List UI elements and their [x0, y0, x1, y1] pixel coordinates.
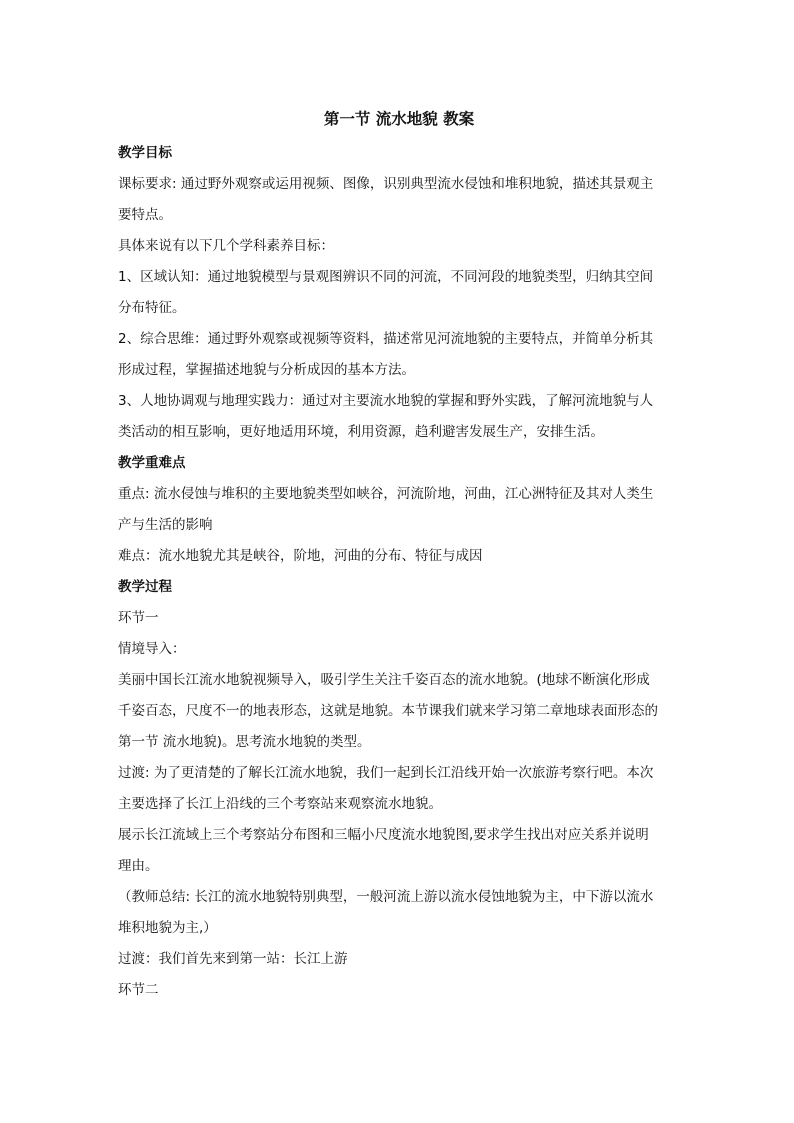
text-line: 第一节 流水地貌)。思考流水地貌的类型。: [118, 734, 371, 750]
text-line: 难点：流水地貌尤其是峡谷，阶地，河曲的分布、特征与成因: [118, 548, 483, 564]
text-line: 类活动的相互影响，更好地适用环境，利用资源，趋利避害发展生产，安排生活。: [118, 424, 604, 440]
text-line: 美丽中国长江流水地貌视频导入，吸引学生关注千姿百态的流水地貌。(地球不断演化形成: [118, 672, 650, 688]
text-line: 堆积地貌为主,）: [118, 920, 217, 936]
document-page: [118, 104, 678, 1006]
text-line: （教师总结: 长江的流水地貌特别典型，一般河流上游以流水侵蚀地貌为主，中下游以流水: [118, 889, 654, 905]
text-line: 过渡: 为了更清楚的了解长江流水地貌，我们一起到长江沿线开始一次旅游考察行吧。本次: [118, 765, 654, 781]
text-line: 过渡：我们首先来到第一站：长江上游: [118, 951, 348, 967]
text-line: 情境导入：: [118, 641, 186, 657]
text-line: 要特点。: [118, 207, 172, 223]
text-line: 2、综合思维：通过野外观察或视频等资料，描述常见河流地貌的主要特点，并简单分析其: [118, 331, 654, 347]
text-line: 环节二: [118, 982, 159, 998]
text-line: 1、区域认知：通过地貌模型与景观图辨识不同的河流，不同河段的地貌类型，归纳其空间: [118, 269, 654, 285]
text-line: 具体来说有以下几个学科素养目标：: [118, 238, 334, 254]
text-line: 理由。: [118, 858, 159, 874]
section-heading: 教学过程: [118, 579, 172, 595]
text-line: 分布特征。: [118, 300, 186, 316]
text-line: 千姿百态，尺度不一的地表形态，这就是地貌。本节课我们就来学习第二章地球表面形态的: [118, 703, 658, 719]
document-body: [118, 138, 678, 1006]
text-line: 展示长江流域上三个考察站分布图和三幅小尺度流水地貌图,要求学生找出对应关系并说明: [118, 827, 649, 843]
text-line: 形成过程，掌握描述地貌与分析成因的基本方法。: [118, 362, 415, 378]
text-line: 环节一: [118, 610, 159, 626]
section-heading: 教学目标: [118, 145, 172, 161]
text-line: 产与生活的影响: [118, 517, 213, 533]
section-heading: 教学重难点: [118, 455, 186, 471]
text-line: 主要选择了长江上沿线的三个考察站来观察流水地貌。: [118, 796, 442, 812]
text-line: 重点: 流水侵蚀与堆积的主要地貌类型如峡谷，河流阶地，河曲，江心洲特征及其对人类生: [118, 486, 654, 502]
text-line: 课标要求: 通过野外观察或运用视频、图像，识别典型流水侵蚀和堆积地貌，描述其景观主: [118, 176, 654, 192]
document-title: 第一节 流水地貌 教案: [323, 110, 475, 128]
text-line: 3、人地协调观与地理实践力：通过对主要流水地貌的掌握和野外实践，了解河流地貌与人: [118, 393, 654, 409]
